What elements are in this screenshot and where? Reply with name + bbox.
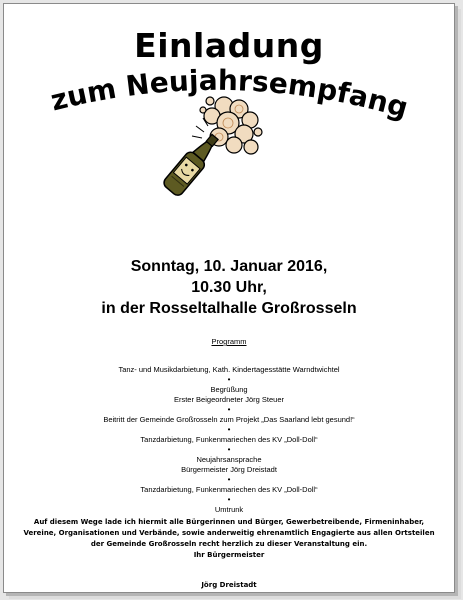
- program-item: Umtrunk: [214, 505, 244, 514]
- program-list: [4, 365, 454, 515]
- invitation-line: Auf diesem Wege lade ich hiermit alle Bürgerinnen und Bürger, Gewerbetreibende, Firmeninhaber,: [33, 518, 425, 526]
- event-date: Sonntag, 10. Januar 2016,: [130, 258, 328, 275]
- invitation-line: der Gemeinde Großrosseln recht herzlich zu dieser Veranstaltung ein.: [90, 540, 368, 548]
- bullet-separator-icon: [4, 475, 454, 485]
- invitation-title: Einladung: [134, 26, 324, 65]
- champagne-bottle-icon: [146, 92, 266, 202]
- invitation-closing: Ihr Bürgermeister: [193, 551, 265, 559]
- event-details: [4, 256, 454, 319]
- bullet-separator-icon: [4, 405, 454, 415]
- bullet-separator-icon: [4, 375, 454, 385]
- invitation-text: [18, 517, 440, 561]
- program-item: Neujahrsansprache: [196, 455, 262, 464]
- event-time: 10.30 Uhr,: [191, 279, 267, 296]
- program-item: Beitritt der Gemeinde Großrosseln zum Projekt „Das Saarland lebt gesund!“: [103, 415, 355, 424]
- bullet-separator-icon: [4, 495, 454, 505]
- event-place: in der Rosseltalhalle Großrosseln: [101, 300, 357, 317]
- program-item: Tanzdarbietung, Funkenmariechen des KV „Doll-Doll“: [140, 485, 318, 494]
- program-item: Begrüßung: [210, 385, 248, 394]
- bullet-separator-icon: [4, 445, 454, 455]
- subtitle-textpath: zum Neujahrsempfang: [47, 63, 412, 125]
- program-item-detail: Bürgermeister Jörg Dreistadt: [181, 465, 277, 474]
- invitation-line: Vereine, Organisationen und Verbände, sowie anderweitig ehrenamtlich Engagierte aus allen Ortsteilen: [23, 529, 435, 537]
- program-item-detail: Erster Beigeordneter Jörg Steuer: [173, 395, 285, 404]
- invitation-page: [3, 3, 455, 593]
- bullet-separator-icon: [4, 425, 454, 435]
- program-item: Tanz- und Musikdarbietung, Kath. Kindertagesstätte Warndtwichtel: [118, 365, 340, 374]
- program-item: Tanzdarbietung, Funkenmariechen des KV „Doll-Doll“: [140, 435, 318, 444]
- program-heading: Programm: [211, 337, 247, 346]
- signature-name: Jörg Dreistadt: [201, 581, 257, 589]
